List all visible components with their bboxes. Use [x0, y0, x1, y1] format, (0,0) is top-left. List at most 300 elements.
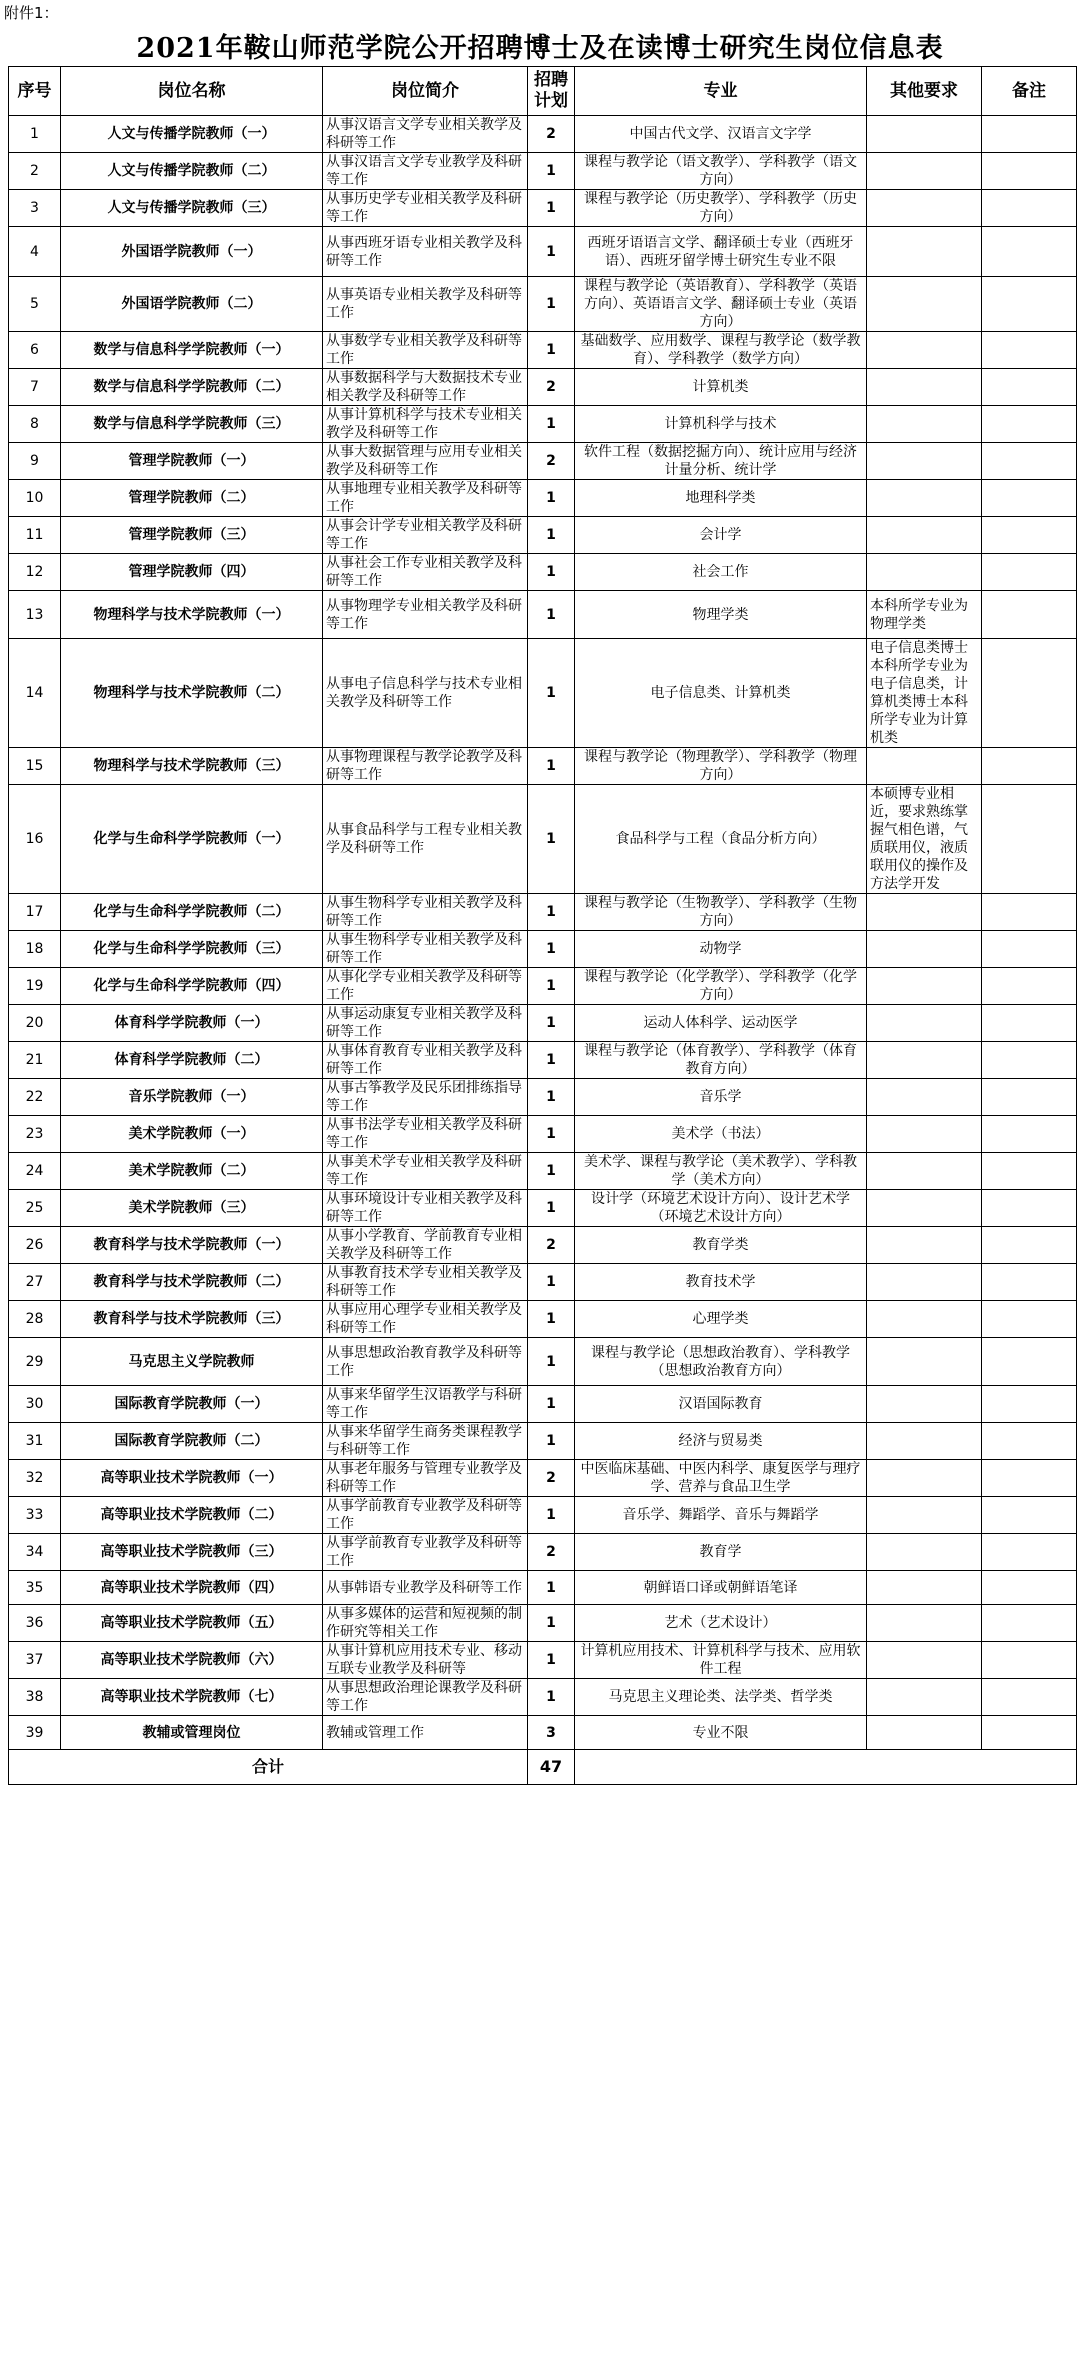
cell-name: 马克思主义学院教师	[61, 1338, 323, 1386]
cell-note	[982, 1423, 1077, 1460]
cell-note	[982, 1042, 1077, 1079]
cell-no: 8	[9, 406, 61, 443]
table-row	[9, 277, 1077, 332]
cell-name: 高等职业技术学院教师（五）	[61, 1605, 323, 1642]
cell-note	[982, 1079, 1077, 1116]
cell-other	[867, 1716, 982, 1750]
cell-plan: 2	[528, 443, 575, 480]
cell-name: 管理学院教师（三）	[61, 517, 323, 554]
cell-plan: 1	[528, 639, 575, 748]
cell-note	[982, 1227, 1077, 1264]
cell-name: 管理学院教师（二）	[61, 480, 323, 517]
cell-name: 体育科学学院教师（一）	[61, 1005, 323, 1042]
cell-intro: 从事生物科学专业相关教学及科研等工作	[323, 894, 528, 931]
cell-major: 朝鲜语口译或朝鲜语笔译	[575, 1571, 867, 1605]
cell-other	[867, 1227, 982, 1264]
cell-name: 物理科学与技术学院教师（三）	[61, 748, 323, 785]
cell-major: 音乐学、舞蹈学、音乐与舞蹈学	[575, 1497, 867, 1534]
cell-no: 39	[9, 1716, 61, 1750]
cell-name: 美术学院教师（二）	[61, 1153, 323, 1190]
cell-note	[982, 968, 1077, 1005]
cell-no: 23	[9, 1116, 61, 1153]
cell-major: 基础数学、应用数学、课程与教学论（数学教育）、学科教学（数学方向）	[575, 332, 867, 369]
cell-intro: 从事学前教育专业教学及科研等工作	[323, 1534, 528, 1571]
cell-other	[867, 1301, 982, 1338]
table-body	[9, 116, 1077, 1750]
table-row	[9, 639, 1077, 748]
cell-major: 课程与教学论（思想政治教育）、学科教学（思想政治教育方向）	[575, 1338, 867, 1386]
table-row	[9, 332, 1077, 369]
cell-name: 数学与信息科学学院教师（一）	[61, 332, 323, 369]
table-row	[9, 748, 1077, 785]
cell-note	[982, 443, 1077, 480]
cell-other	[867, 1423, 982, 1460]
cell-intro: 从事生物科学专业相关教学及科研等工作	[323, 931, 528, 968]
cell-intro: 从事来华留学生商务类课程教学与科研等工作	[323, 1423, 528, 1460]
cell-name: 化学与生命科学学院教师（二）	[61, 894, 323, 931]
table-row	[9, 894, 1077, 931]
cell-plan: 1	[528, 591, 575, 639]
cell-major: 课程与教学论（体育教学）、学科教学（体育教育方向）	[575, 1042, 867, 1079]
cell-major: 地理科学类	[575, 480, 867, 517]
cell-no: 16	[9, 785, 61, 894]
cell-intro: 从事电子信息科学与技术专业相关教学及科研等工作	[323, 639, 528, 748]
table-row	[9, 1716, 1077, 1750]
cell-plan: 1	[528, 1571, 575, 1605]
cell-major: 物理学类	[575, 591, 867, 639]
cell-name: 高等职业技术学院教师（二）	[61, 1497, 323, 1534]
cell-no: 32	[9, 1460, 61, 1497]
cell-note	[982, 931, 1077, 968]
cell-name: 高等职业技术学院教师（四）	[61, 1571, 323, 1605]
cell-other: 本科所学专业为物理学类	[867, 591, 982, 639]
cell-note	[982, 406, 1077, 443]
cell-major: 教育技术学	[575, 1264, 867, 1301]
cell-plan: 1	[528, 1642, 575, 1679]
cell-plan: 1	[528, 785, 575, 894]
cell-no: 17	[9, 894, 61, 931]
cell-plan: 1	[528, 1423, 575, 1460]
cell-no: 15	[9, 748, 61, 785]
table-row	[9, 1301, 1077, 1338]
cell-major: 动物学	[575, 931, 867, 968]
cell-other	[867, 1190, 982, 1227]
header-note: 备注	[982, 67, 1077, 116]
cell-plan: 2	[528, 1227, 575, 1264]
cell-no: 7	[9, 369, 61, 406]
cell-no: 9	[9, 443, 61, 480]
cell-major: 会计学	[575, 517, 867, 554]
cell-note	[982, 639, 1077, 748]
cell-plan: 1	[528, 1116, 575, 1153]
cell-name: 化学与生命科学学院教师（三）	[61, 931, 323, 968]
cell-plan: 1	[528, 931, 575, 968]
cell-intro: 从事食品科学与工程专业相关教学及科研等工作	[323, 785, 528, 894]
cell-major: 课程与教学论（语文教学）、学科教学（语文方向）	[575, 153, 867, 190]
cell-name: 高等职业技术学院教师（七）	[61, 1679, 323, 1716]
cell-name: 外国语学院教师（二）	[61, 277, 323, 332]
cell-other	[867, 190, 982, 227]
cell-name: 高等职业技术学院教师（一）	[61, 1460, 323, 1497]
cell-intro: 从事计算机应用技术专业、移动互联专业教学及科研等	[323, 1642, 528, 1679]
cell-intro: 从事计算机科学与技术专业相关教学及科研等工作	[323, 406, 528, 443]
table-row	[9, 931, 1077, 968]
cell-note	[982, 1301, 1077, 1338]
cell-other	[867, 1497, 982, 1534]
table-row	[9, 1605, 1077, 1642]
cell-note	[982, 748, 1077, 785]
cell-intro: 从事思想政治理论课教学及科研等工作	[323, 1679, 528, 1716]
cell-other	[867, 1042, 982, 1079]
cell-other: 本硕博专业相近，要求熟练掌握气相色谱，气质联用仪，液质联用仪的操作及方法学开发	[867, 785, 982, 894]
cell-name: 美术学院教师（一）	[61, 1116, 323, 1153]
cell-intro: 从事环境设计专业相关教学及科研等工作	[323, 1190, 528, 1227]
cell-major: 设计学（环境艺术设计方向）、设计艺术学（环境艺术设计方向）	[575, 1190, 867, 1227]
table-row	[9, 1423, 1077, 1460]
cell-no: 36	[9, 1605, 61, 1642]
cell-intro: 从事社会工作专业相关教学及科研等工作	[323, 554, 528, 591]
cell-major: 计算机类	[575, 369, 867, 406]
cell-name: 人文与传播学院教师（一）	[61, 116, 323, 153]
cell-intro: 从事物理课程与教学论教学及科研等工作	[323, 748, 528, 785]
table-row	[9, 190, 1077, 227]
cell-note	[982, 1005, 1077, 1042]
cell-other	[867, 406, 982, 443]
cell-plan: 2	[528, 369, 575, 406]
table-row	[9, 554, 1077, 591]
cell-other: 电子信息类博士本科所学专业为电子信息类，计算机类博士本科所学专业为计算机类	[867, 639, 982, 748]
cell-intro: 从事小学教育、学前教育专业相关教学及科研等工作	[323, 1227, 528, 1264]
cell-name: 人文与传播学院教师（三）	[61, 190, 323, 227]
cell-plan: 1	[528, 406, 575, 443]
cell-no: 11	[9, 517, 61, 554]
table-row	[9, 785, 1077, 894]
cell-intro: 从事教育技术学专业相关教学及科研等工作	[323, 1264, 528, 1301]
cell-other	[867, 1116, 982, 1153]
cell-plan: 1	[528, 1605, 575, 1642]
header-intro: 岗位简介	[323, 67, 528, 116]
cell-note	[982, 1534, 1077, 1571]
cell-no: 21	[9, 1042, 61, 1079]
cell-no: 10	[9, 480, 61, 517]
table-row	[9, 1338, 1077, 1386]
table-row	[9, 1679, 1077, 1716]
cell-no: 14	[9, 639, 61, 748]
cell-note	[982, 1386, 1077, 1423]
cell-other	[867, 1153, 982, 1190]
total-plan: 47	[528, 1750, 575, 1785]
cell-name: 教辅或管理岗位	[61, 1716, 323, 1750]
cell-intro: 从事会计学专业相关教学及科研等工作	[323, 517, 528, 554]
cell-major: 计算机科学与技术	[575, 406, 867, 443]
cell-plan: 1	[528, 1190, 575, 1227]
cell-other	[867, 369, 982, 406]
cell-other	[867, 1005, 982, 1042]
cell-other	[867, 894, 982, 931]
cell-intro: 从事汉语言文学专业教学及科研等工作	[323, 153, 528, 190]
cell-other	[867, 480, 982, 517]
cell-note	[982, 153, 1077, 190]
table-row	[9, 1079, 1077, 1116]
cell-major: 教育学类	[575, 1227, 867, 1264]
cell-other	[867, 517, 982, 554]
cell-intro: 从事应用心理学专业相关教学及科研等工作	[323, 1301, 528, 1338]
table-row	[9, 406, 1077, 443]
cell-name: 教育科学与技术学院教师（二）	[61, 1264, 323, 1301]
cell-major: 美术学（书法）	[575, 1116, 867, 1153]
cell-major: 电子信息类、计算机类	[575, 639, 867, 748]
cell-intro: 从事西班牙语专业相关教学及科研等工作	[323, 227, 528, 277]
cell-no: 3	[9, 190, 61, 227]
cell-plan: 1	[528, 277, 575, 332]
cell-name: 高等职业技术学院教师（三）	[61, 1534, 323, 1571]
cell-no: 18	[9, 931, 61, 968]
cell-plan: 1	[528, 190, 575, 227]
cell-no: 13	[9, 591, 61, 639]
cell-name: 物理科学与技术学院教师（一）	[61, 591, 323, 639]
cell-plan: 1	[528, 332, 575, 369]
cell-note	[982, 277, 1077, 332]
cell-name: 国际教育学院教师（一）	[61, 1386, 323, 1423]
cell-note	[982, 1338, 1077, 1386]
attachment-label: 附件1：	[4, 4, 59, 22]
cell-intro: 从事大数据管理与应用专业相关教学及科研等工作	[323, 443, 528, 480]
cell-major: 艺术（艺术设计）	[575, 1605, 867, 1642]
cell-intro: 从事韩语专业教学及科研等工作	[323, 1571, 528, 1605]
cell-other	[867, 1338, 982, 1386]
cell-major: 教育学	[575, 1534, 867, 1571]
cell-note	[982, 785, 1077, 894]
cell-note	[982, 1116, 1077, 1153]
cell-intro: 从事运动康复专业相关教学及科研等工作	[323, 1005, 528, 1042]
cell-name: 化学与生命科学学院教师（一）	[61, 785, 323, 894]
cell-no: 6	[9, 332, 61, 369]
cell-intro: 从事物理学专业相关教学及科研等工作	[323, 591, 528, 639]
cell-no: 19	[9, 968, 61, 1005]
cell-major: 专业不限	[575, 1716, 867, 1750]
table-row	[9, 1264, 1077, 1301]
cell-other	[867, 1264, 982, 1301]
cell-intro: 从事历史学专业相关教学及科研等工作	[323, 190, 528, 227]
cell-major: 课程与教学论（生物教学）、学科教学（生物方向）	[575, 894, 867, 931]
table-row	[9, 1642, 1077, 1679]
cell-name: 高等职业技术学院教师（六）	[61, 1642, 323, 1679]
cell-major: 经济与贸易类	[575, 1423, 867, 1460]
cell-no: 2	[9, 153, 61, 190]
cell-plan: 1	[528, 1079, 575, 1116]
cell-other	[867, 1460, 982, 1497]
cell-note	[982, 480, 1077, 517]
cell-other	[867, 931, 982, 968]
cell-name: 化学与生命科学学院教师（四）	[61, 968, 323, 1005]
cell-no: 26	[9, 1227, 61, 1264]
cell-note	[982, 894, 1077, 931]
cell-other	[867, 554, 982, 591]
cell-major: 课程与教学论（历史教学）、学科教学（历史方向）	[575, 190, 867, 227]
cell-plan: 2	[528, 1460, 575, 1497]
header-no: 序号	[9, 67, 61, 116]
cell-name: 管理学院教师（一）	[61, 443, 323, 480]
cell-intro: 从事美术学专业相关教学及科研等工作	[323, 1153, 528, 1190]
table-row	[9, 443, 1077, 480]
cell-major: 计算机应用技术、计算机科学与技术、应用软件工程	[575, 1642, 867, 1679]
cell-other	[867, 443, 982, 480]
cell-note	[982, 1497, 1077, 1534]
cell-other	[867, 227, 982, 277]
cell-plan: 1	[528, 227, 575, 277]
cell-major: 音乐学	[575, 1079, 867, 1116]
cell-other	[867, 116, 982, 153]
cell-major: 西班牙语语言文学、翻译硕士专业（西班牙语）、西班牙留学博士研究生专业不限	[575, 227, 867, 277]
cell-no: 12	[9, 554, 61, 591]
cell-major: 中国古代文学、汉语言文字学	[575, 116, 867, 153]
cell-major: 课程与教学论（物理教学）、学科教学（物理方向）	[575, 748, 867, 785]
cell-plan: 1	[528, 1386, 575, 1423]
cell-other	[867, 277, 982, 332]
cell-intro: 从事老年服务与管理专业教学及科研等工作	[323, 1460, 528, 1497]
cell-no: 20	[9, 1005, 61, 1042]
cell-other	[867, 332, 982, 369]
cell-plan: 1	[528, 1153, 575, 1190]
cell-other	[867, 153, 982, 190]
cell-note	[982, 1642, 1077, 1679]
table-row	[9, 1190, 1077, 1227]
cell-plan: 1	[528, 1338, 575, 1386]
table-row	[9, 591, 1077, 639]
cell-major: 美术学、课程与教学论（美术教学）、学科教学（美术方向）	[575, 1153, 867, 1190]
table-row	[9, 968, 1077, 1005]
cell-note	[982, 1679, 1077, 1716]
cell-plan: 2	[528, 1534, 575, 1571]
cell-intro: 从事数据科学与大数据技术专业相关教学及科研等工作	[323, 369, 528, 406]
cell-major: 汉语国际教育	[575, 1386, 867, 1423]
cell-major: 运动人体科学、运动医学	[575, 1005, 867, 1042]
cell-note	[982, 190, 1077, 227]
cell-major: 社会工作	[575, 554, 867, 591]
cell-intro: 教辅或管理工作	[323, 1716, 528, 1750]
cell-note	[982, 1571, 1077, 1605]
cell-name: 教育科学与技术学院教师（三）	[61, 1301, 323, 1338]
header-major: 专业	[575, 67, 867, 116]
cell-major: 中医临床基础、中医内科学、康复医学与理疗学、营养与食品卫生学	[575, 1460, 867, 1497]
cell-name: 数学与信息科学学院教师（二）	[61, 369, 323, 406]
cell-note	[982, 554, 1077, 591]
cell-plan: 1	[528, 894, 575, 931]
cell-no: 24	[9, 1153, 61, 1190]
table-row	[9, 1460, 1077, 1497]
cell-name: 国际教育学院教师（二）	[61, 1423, 323, 1460]
cell-plan: 1	[528, 1042, 575, 1079]
cell-intro: 从事地理专业相关教学及科研等工作	[323, 480, 528, 517]
cell-no: 34	[9, 1534, 61, 1571]
cell-no: 27	[9, 1264, 61, 1301]
cell-intro: 从事体育教育专业相关教学及科研等工作	[323, 1042, 528, 1079]
cell-plan: 1	[528, 1264, 575, 1301]
cell-other	[867, 748, 982, 785]
cell-plan: 1	[528, 153, 575, 190]
cell-note	[982, 227, 1077, 277]
cell-plan: 1	[528, 968, 575, 1005]
cell-other	[867, 1534, 982, 1571]
table-row	[9, 480, 1077, 517]
cell-name: 音乐学院教师（一）	[61, 1079, 323, 1116]
cell-plan: 1	[528, 1497, 575, 1534]
cell-major: 课程与教学论（化学教学）、学科教学（化学方向）	[575, 968, 867, 1005]
cell-other	[867, 1642, 982, 1679]
cell-plan: 1	[528, 748, 575, 785]
table-row	[9, 1534, 1077, 1571]
cell-name: 外国语学院教师（一）	[61, 227, 323, 277]
header-plan: 招聘计划	[528, 67, 575, 116]
cell-major: 心理学类	[575, 1301, 867, 1338]
total-label: 合计	[9, 1750, 528, 1785]
table-header	[9, 67, 1077, 116]
cell-name: 教育科学与技术学院教师（一）	[61, 1227, 323, 1264]
cell-other	[867, 968, 982, 1005]
cell-no: 5	[9, 277, 61, 332]
table-row	[9, 517, 1077, 554]
cell-name: 人文与传播学院教师（二）	[61, 153, 323, 190]
cell-major: 马克思主义理论类、法学类、哲学类	[575, 1679, 867, 1716]
total-empty	[575, 1750, 1077, 1785]
cell-note	[982, 116, 1077, 153]
cell-major: 课程与教学论（英语教育）、学科教学（英语方向）、英语语言文学、翻译硕士专业（英语方向）	[575, 277, 867, 332]
cell-intro: 从事化学专业相关教学及科研等工作	[323, 968, 528, 1005]
cell-major: 软件工程（数据挖掘方向）、统计应用与经济计量分析、统计学	[575, 443, 867, 480]
table-row	[9, 153, 1077, 190]
cell-no: 29	[9, 1338, 61, 1386]
header-other: 其他要求	[867, 67, 982, 116]
cell-name: 体育科学学院教师（二）	[61, 1042, 323, 1079]
cell-intro: 从事来华留学生汉语教学与科研等工作	[323, 1386, 528, 1423]
table-row	[9, 1042, 1077, 1079]
cell-no: 31	[9, 1423, 61, 1460]
cell-plan: 1	[528, 554, 575, 591]
header-name: 岗位名称	[61, 67, 323, 116]
cell-intro: 从事古筝教学及民乐团排练指导等工作	[323, 1079, 528, 1116]
page-title: 2021年鞍山师范学院公开招聘博士及在读博士研究生岗位信息表	[136, 33, 944, 64]
cell-plan: 3	[528, 1716, 575, 1750]
cell-intro: 从事书法学专业相关教学及科研等工作	[323, 1116, 528, 1153]
cell-plan: 2	[528, 116, 575, 153]
cell-no: 22	[9, 1079, 61, 1116]
cell-plan: 1	[528, 1005, 575, 1042]
cell-no: 1	[9, 116, 61, 153]
cell-plan: 1	[528, 480, 575, 517]
cell-other	[867, 1605, 982, 1642]
cell-intro: 从事多媒体的运营和短视频的制作研究等相关工作	[323, 1605, 528, 1642]
cell-no: 35	[9, 1571, 61, 1605]
cell-no: 30	[9, 1386, 61, 1423]
cell-plan: 1	[528, 1679, 575, 1716]
table-row	[9, 1386, 1077, 1423]
cell-intro: 从事学前教育专业教学及科研等工作	[323, 1497, 528, 1534]
table-row	[9, 1227, 1077, 1264]
table-row	[9, 1005, 1077, 1042]
cell-name: 物理科学与技术学院教师（二）	[61, 639, 323, 748]
cell-note	[982, 1605, 1077, 1642]
cell-intro: 从事数学专业相关教学及科研等工作	[323, 332, 528, 369]
cell-no: 4	[9, 227, 61, 277]
cell-note	[982, 332, 1077, 369]
cell-name: 管理学院教师（四）	[61, 554, 323, 591]
cell-note	[982, 1153, 1077, 1190]
cell-other	[867, 1079, 982, 1116]
cell-no: 25	[9, 1190, 61, 1227]
cell-major: 食品科学与工程（食品分析方向）	[575, 785, 867, 894]
cell-other	[867, 1571, 982, 1605]
cell-note	[982, 591, 1077, 639]
